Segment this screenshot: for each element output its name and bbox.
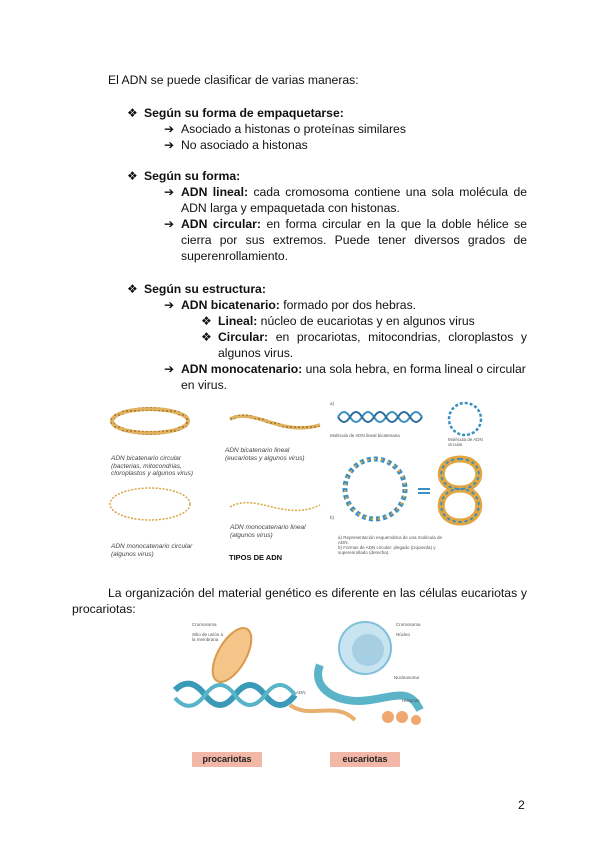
diamond-bullet-icon: ❖ <box>127 169 138 183</box>
label-linear-dsdna: ADN bicatenario lineal (eucariotas y algunos virus) <box>225 447 305 462</box>
text-lineal: núcleo de eucariotas y en algunos virus <box>260 314 475 328</box>
page-number: 2 <box>518 798 525 812</box>
label-b: b) <box>330 515 335 520</box>
arrow-bullet-icon: ➔ <box>164 217 175 231</box>
text-circular: en procariotas, mitocondrias, cloroplastos y algunos virus. <box>218 330 527 360</box>
arrow-bullet-icon: ➔ <box>164 122 175 136</box>
section2-item-lineal <box>181 184 527 216</box>
small-circular-dna-shape <box>449 403 481 435</box>
sub-item-lineal <box>218 313 475 329</box>
label-linear-molecule: Molécula de ADN lineal bicatenaria <box>330 433 400 438</box>
note-b: b) Formas de ADN circular: plegado (izquierda) y superenrollado (derecha). <box>338 545 436 555</box>
note-a: a) Representación esquemática de una molécula de ADN. <box>338 535 443 545</box>
term-lineal: Lineal: <box>218 314 258 328</box>
term-adn-monocatenario: ADN monocatenario: <box>181 362 303 376</box>
label-nucleo: Núcleo <box>396 632 411 637</box>
organization-paragraph: La organización del material genético es diferente en las células eucariotas y procariotas: <box>72 586 527 616</box>
section3-item-monocatenario <box>181 361 527 393</box>
label-linear-ssdna: ADN monocatenario lineal (algunos virus) <box>230 524 306 539</box>
diamond-bullet-icon: ❖ <box>127 106 138 120</box>
term-adn-lineal: ADN lineal: <box>181 185 249 199</box>
term-circular: Circular: <box>218 330 269 344</box>
dna-forms-figure <box>330 397 498 567</box>
circular-ssdna-shape <box>110 488 190 520</box>
section2-item-circular <box>181 216 527 264</box>
eukaryote-chromatin-shape <box>290 665 421 725</box>
diamond-bullet-icon: ❖ <box>201 330 212 344</box>
section1-item: No asociado a histonas <box>181 138 308 152</box>
procariotas-label: procariotas <box>192 752 262 767</box>
supercoiled-dna-shape <box>441 459 479 522</box>
sub-item-circular <box>218 329 527 361</box>
label-histonas: Histonas <box>402 698 420 703</box>
linear-helix-shape <box>338 412 422 422</box>
eucariotas-label: eucariotas <box>330 752 400 767</box>
prokaryote-dna-helix-shape <box>175 684 295 706</box>
text-adn-monocatenario: una sola hebra, en forma lineal o circular en virus. <box>181 362 526 392</box>
text-adn-lineal: cada cromosoma contiene una sola molécula de ADN larga y empaquetada con histonas. <box>181 185 528 215</box>
linear-ssdna-shape <box>230 503 320 511</box>
diamond-bullet-icon: ❖ <box>127 282 138 296</box>
intro-text: El ADN se puede clasificar de varias maneras: <box>108 73 359 87</box>
label-sitio-union: Sitio de unión a la membrana <box>192 632 224 642</box>
arrow-bullet-icon: ➔ <box>164 185 175 199</box>
genetic-organization-figure <box>170 620 432 735</box>
term-adn-circular: ADN circular: <box>181 217 261 231</box>
label-circular-dsdna: ADN bicatenario circular (bacterias, mitocondrias, cloroplastos y algunos virus) <box>111 455 194 477</box>
arrow-bullet-icon: ➔ <box>164 362 175 376</box>
label-cromosoma-prokaryote: Cromosoma <box>192 622 217 627</box>
text-adn-bicatenario: formado por dos hebras. <box>283 298 417 312</box>
dna-types-figure <box>105 397 335 567</box>
label-adn: ADN <box>296 690 306 695</box>
arrow-bullet-icon: ➔ <box>164 298 175 312</box>
label-circular-molecule: Molécula de ADN circular <box>448 437 483 447</box>
diamond-bullet-icon: ❖ <box>201 314 212 328</box>
section1-title: Según su forma de empaquetarse: <box>144 106 344 120</box>
term-adn-bicatenario: ADN bicatenario: <box>181 298 280 312</box>
section1-item: Asociado a histonas o proteínas similares <box>181 122 406 136</box>
label-cromosoma-eukaryote: Cromosoma <box>396 622 421 627</box>
linear-dsdna-shape <box>230 416 320 428</box>
section3-item-bicatenario <box>181 297 416 313</box>
label-circular-ssdna: ADN monocatenario circular (algunos virus) <box>111 543 193 558</box>
text-adn-circular: en forma circular en la que la doble hélice se cierra por sus extremos. Puede tener diversos grados de superenrollamiento. <box>181 217 527 263</box>
circular-dsdna-shape <box>112 409 188 433</box>
section2-title: Según su forma: <box>144 169 241 183</box>
label-a-top: a) <box>330 401 335 406</box>
section3-title: Según su estructura: <box>144 282 266 296</box>
figure-caption: TIPOS DE ADN <box>229 553 283 562</box>
arrow-bullet-icon: ➔ <box>164 138 175 152</box>
label-nucleosoma: Nucleosoma <box>394 675 420 680</box>
dna-types-illustration <box>105 397 335 567</box>
